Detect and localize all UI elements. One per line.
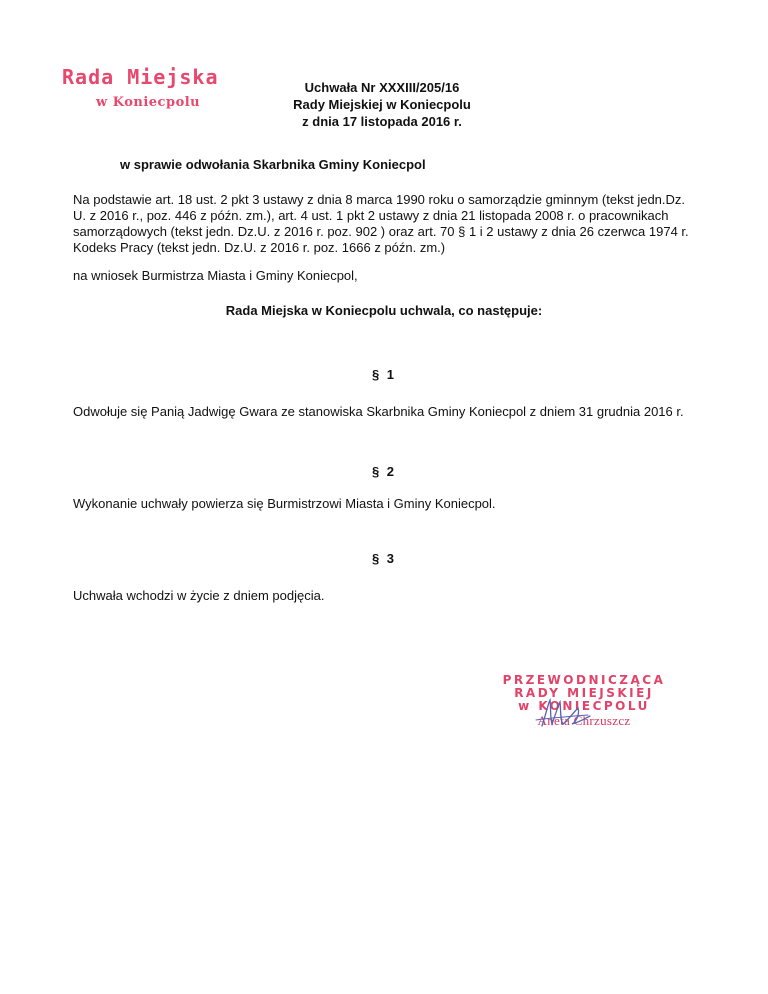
council-stamp-graphic — [60, 62, 250, 114]
chairperson-name: Aneta Chrzuszcz — [537, 713, 631, 728]
handwritten-signature-icon — [528, 696, 598, 730]
legal-basis-paragraph: Na podstawie art. 18 ust. 2 pkt 3 ustawy z dnia 8 marca 1990 roku o samorządzie gminnym (tekst jedn.Dz. U. z 2016 r., poz. 446 z późn. zm.), art. 4 ust. 1 pkt 2 ustawy z dnia 21 listopada 2008 r. o pracownikach samorządowych (tekst jedn. Dz.U. z 2016 r. poz. 902 ) oraz art. 70 § 1 i 2 ustawy z dnia 26 czerwca 1974 r. Kodeks Pracy (tekst jedn. Dz.U. z 2016 r. poz. 1666 z późn. zm.) — [73, 192, 689, 255]
resolution-title — [264, 79, 500, 130]
stamp-text-line1: Rada Miejska — [62, 65, 219, 89]
resolution-number: Uchwała Nr XXXIII/205/16 — [304, 80, 460, 95]
council-resolves-heading: Rada Miejska w Koniecpolu uchwala, co następuje: — [225, 303, 543, 318]
chairperson-signature-stamp — [484, 674, 684, 746]
council-stamp-logo — [60, 62, 250, 114]
request-paragraph: na wniosek Burmistrza Miasta i Gminy Koniecpol, — [73, 268, 358, 283]
section-mark-2: § 2 — [371, 464, 397, 479]
resolution-date: z dnia 17 listopada 2016 r. — [302, 114, 462, 129]
section-text-3: Uchwała wchodzi w życie z dniem podjęcia. — [73, 588, 325, 603]
section-mark-3: § 3 — [371, 551, 397, 566]
section-text-1: Odwołuje się Panią Jadwigę Gwara ze stanowiska Skarbnika Gminy Koniecpol z dniem 31 grudnia 2016 r. — [73, 404, 684, 419]
stamp-title-line1: PRZEWODNICZĄCA — [502, 673, 666, 687]
resolution-issuer: Rady Miejskiej w Koniecpolu — [293, 97, 471, 112]
stamp-title-line2: RADY MIEJSKIEJ — [514, 686, 654, 700]
stamp-title-line3: w KONIECPOLU — [518, 699, 650, 713]
stamp-text-line2: w Koniecpolu — [96, 95, 201, 110]
section-text-2: Wykonanie uchwały powierza się Burmistrzowi Miasta i Gminy Koniecpol. — [73, 496, 496, 511]
resolution-subject: w sprawie odwołania Skarbnika Gminy Koniecpol — [120, 157, 426, 172]
section-mark-1: § 1 — [371, 367, 397, 382]
